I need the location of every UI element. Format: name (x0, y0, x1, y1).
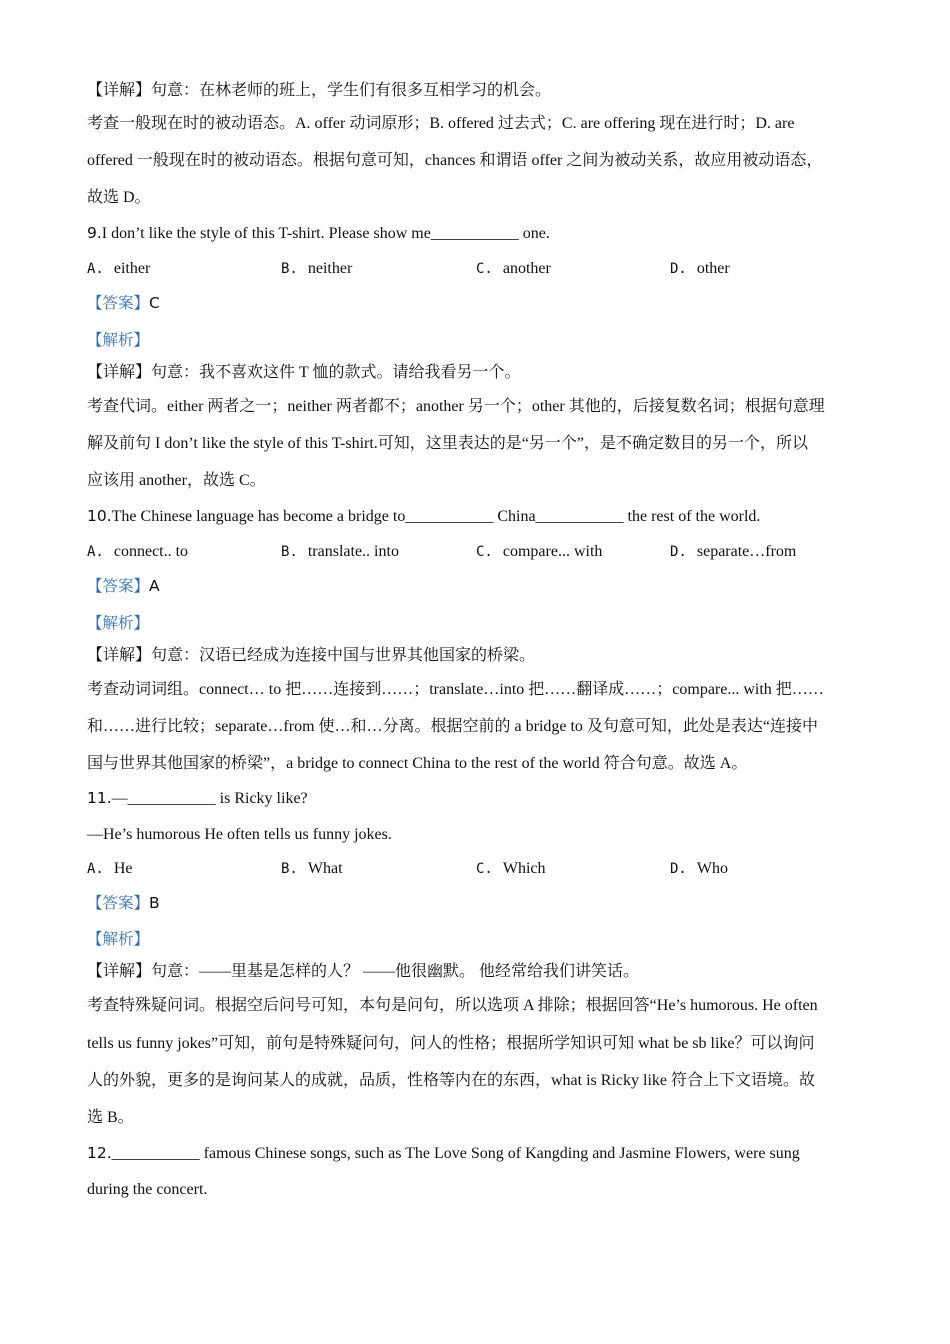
q9-option-a: A. either (87, 260, 151, 277)
q8-analysis-line-3: 故选 D。 (87, 189, 151, 206)
q11-number: 11. (87, 789, 112, 807)
q11-option-b: B. What (281, 860, 343, 877)
q9-analysis-line-3: 应该用 another，故选 C。 (87, 472, 266, 489)
q9-analysis-line-2: 解及前句 I don’t like the style of this T-shirt.可知，这里表达的是“另一个”，是不确定数目的另一个，所以 (87, 435, 809, 452)
q11-jiexi-label: 【解析】 (87, 930, 150, 948)
q10-option-a: A. connect.. to (87, 543, 189, 560)
q8-analysis-line-1: 考查一般现在时的被动语态。A. offer 动词原形；B. offered 过去式；C. are offering 现在进行时；D. are (87, 115, 795, 132)
q12-stem-line-2: during the concert. (87, 1181, 208, 1198)
q10-option-d: D. separate…from (670, 543, 797, 560)
q12-stem-text: ___________ famous Chinese songs, such as The Love Song of Kangding and Jasmine Flowers, were sung (111, 1145, 800, 1162)
q10-number: 10. (87, 507, 112, 525)
q10-jiexi-label: 【解析】 (87, 614, 150, 632)
q11-analysis-line-2: tells us funny jokes”可知，前句是特殊疑问句，问人的性格；根据所学知识可知 what be sb like？可以询问 (87, 1035, 815, 1052)
q10-analysis-line-2: 和……进行比较；separate…from 使…和…分离。根据空前的 a bridge to 及句意可知，此处是表达“连接中 (87, 718, 819, 735)
q11-analysis-line-4: 选 B。 (87, 1109, 134, 1126)
q9-jiexi-label: 【解析】 (87, 331, 150, 349)
q10-stem (87, 505, 760, 528)
q11-analysis-line-3: 人的外貌，更多的是询问某人的成就，品质，性格等内在的东西，what is Ricky like 符合上下文语境。故 (87, 1072, 815, 1089)
q11-option-c: C. Which (476, 860, 546, 877)
q10-analysis-line-1: 考查动词词组。connect… to 把……连接到……；translate…into 把……翻译成……；compare... with 把…… (87, 681, 824, 698)
q9-stem (87, 222, 550, 245)
q11-stem (87, 787, 308, 810)
q9-number: 9. (87, 224, 102, 242)
q8-detail: 【详解】句意：在林老师的班上，学生们有很多互相学习的机会。 (87, 82, 552, 99)
q11-option-a: A. He (87, 860, 133, 877)
q12-number: 12. (87, 1144, 112, 1162)
q10-detail: 【详解】句意：汉语已经成为连接中国与世界其他国家的桥梁。 (87, 647, 536, 664)
q9-option-d: D. other (670, 260, 730, 277)
q10-analysis-line-3: 国与世界其他国家的桥梁”，a bridge to connect China to the rest of the world 符合句意。故选 A。 (87, 755, 748, 772)
q11-stem-text: —___________ is Ricky like? (111, 790, 308, 807)
q8-analysis-line-2: offered 一般现在时的被动语态。根据句意可知，chances 和谓语 offer 之间为被动关系，故应用被动语态， (87, 152, 823, 169)
q10-option-c: C. compare... with (476, 543, 603, 560)
q10-stem-text: The Chinese language has become a bridge to___________ China___________ the rest of the world. (111, 508, 761, 525)
q10-option-b: B. translate.. into (281, 543, 399, 560)
q9-detail: 【详解】句意：我不喜欢这件 T 恤的款式。请给我看另一个。 (87, 364, 521, 381)
q9-option-c: C. another (476, 260, 551, 277)
q11-stem-response: —He’s humorous He often tells us funny jokes. (87, 826, 392, 843)
q11-option-d: D. Who (670, 860, 728, 877)
q11-answer: 【答案】B (87, 894, 160, 912)
q11-detail: 【详解】句意：——里基是怎样的人？ ——他很幽默。 他经常给我们讲笑话。 (87, 963, 640, 980)
q9-stem-text: I don’t like the style of this T-shirt. Please show me___________ one. (101, 225, 550, 242)
q12-stem (87, 1142, 800, 1165)
q11-analysis-line-1: 考查特殊疑问词。根据空后问号可知，本句是问句，所以选项 A 排除；根据回答“He’s humorous. He often (87, 997, 818, 1014)
q9-analysis-line-1: 考查代词。either 两者之一；neither 两者都不；another 另一个；other 其他的，后接复数名词；根据句意理 (87, 398, 825, 415)
q9-answer: 【答案】C (87, 294, 160, 312)
q10-answer: 【答案】A (87, 577, 160, 595)
q9-option-b: B. neither (281, 260, 353, 277)
